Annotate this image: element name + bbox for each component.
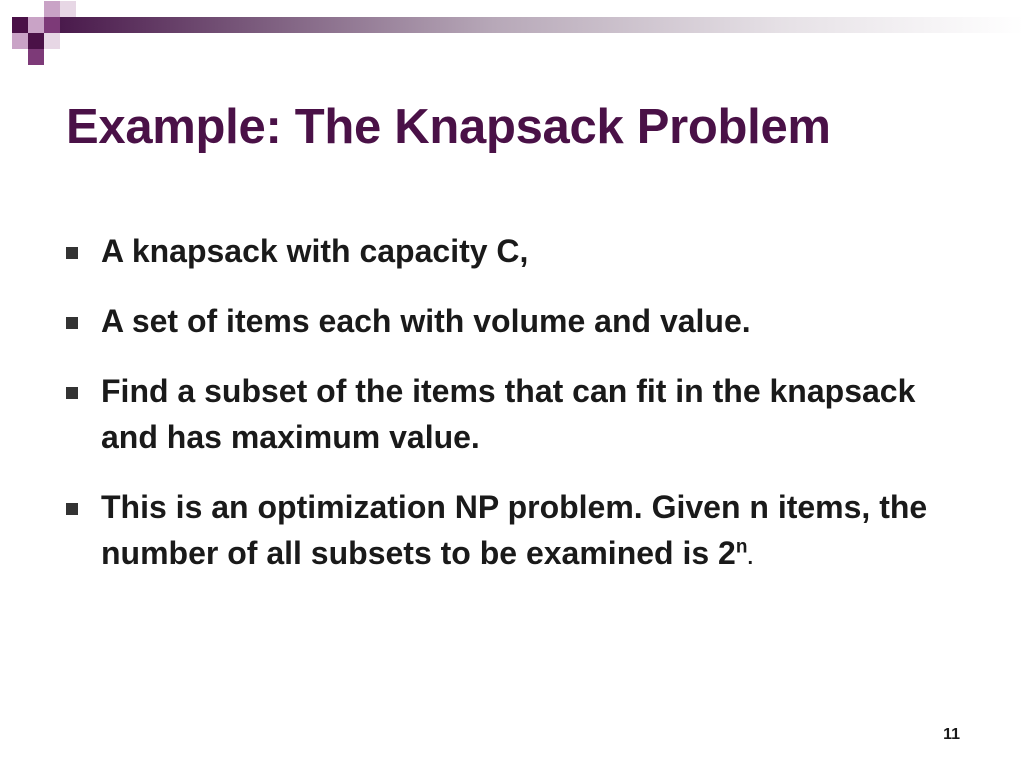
page-number: 11 bbox=[943, 726, 960, 743]
checker-square bbox=[28, 17, 44, 33]
bullet-trailing-period: . bbox=[747, 547, 754, 569]
square-bullet-icon bbox=[66, 503, 78, 515]
bullet-list bbox=[66, 228, 966, 605]
checker-square bbox=[28, 49, 44, 65]
checker-square bbox=[28, 33, 44, 49]
checker-square bbox=[60, 1, 76, 17]
header-gradient-band bbox=[60, 17, 1024, 33]
checker-square bbox=[12, 33, 28, 49]
bullet-item bbox=[66, 228, 966, 274]
square-bullet-icon bbox=[66, 387, 78, 399]
checker-square bbox=[44, 1, 60, 17]
checker-square bbox=[12, 17, 28, 33]
bullet-text: A knapsack with capacity C, bbox=[101, 233, 529, 269]
checker-square bbox=[44, 33, 60, 49]
bullet-text: Find a subset of the items that can fit in the knapsack and has maximum value. bbox=[101, 373, 916, 455]
bullet-text: This is an optimization NP problem. Given n items, the number of all subsets to be examined is 2 bbox=[101, 489, 928, 571]
bullet-item bbox=[66, 484, 966, 581]
square-bullet-icon bbox=[66, 317, 78, 329]
checker-square bbox=[44, 17, 60, 33]
bullet-text: A set of items each with volume and value. bbox=[101, 303, 751, 339]
bullet-item bbox=[66, 298, 966, 344]
exponent-superscript: n bbox=[735, 536, 748, 558]
bullet-item bbox=[66, 368, 966, 460]
slide-title: Example: The Knapsack Problem bbox=[66, 100, 831, 154]
square-bullet-icon bbox=[66, 247, 78, 259]
